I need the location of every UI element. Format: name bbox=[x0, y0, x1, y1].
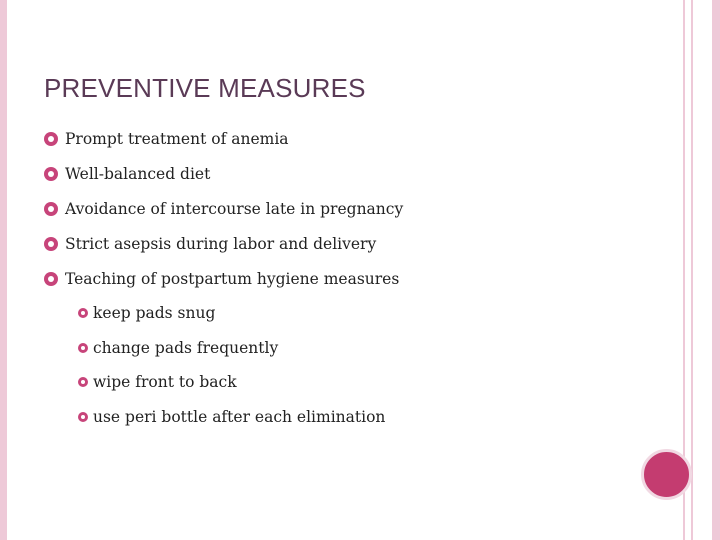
sub-bullet-text: wipe front to back bbox=[93, 373, 237, 392]
sub-bullet-item bbox=[78, 333, 385, 368]
bullet-text: Teaching of postpartum hygiene measures bbox=[65, 270, 400, 288]
sub-bullet-item bbox=[78, 367, 385, 402]
circle-bullet-icon bbox=[44, 202, 58, 216]
circle-bullet-icon bbox=[44, 132, 58, 146]
bullet-item bbox=[44, 264, 403, 299]
circle-bullet-icon bbox=[44, 237, 58, 251]
sub-bullet-text: change pads frequently bbox=[93, 338, 279, 357]
left-border-decoration bbox=[0, 0, 7, 540]
bullet-item bbox=[44, 229, 403, 264]
circle-bullet-icon bbox=[44, 272, 58, 286]
circle-bullet-icon bbox=[78, 343, 88, 353]
circle-bullet-icon bbox=[78, 308, 88, 318]
sub-bullet-text: keep pads snug bbox=[93, 304, 216, 322]
bullet-item bbox=[44, 159, 403, 194]
right-border-line bbox=[691, 0, 693, 540]
sub-bullet-item bbox=[78, 402, 385, 437]
bullet-text: Strict asepsis during labor and delivery bbox=[65, 235, 377, 253]
slide-title: PREVENTIVE MEASURES bbox=[44, 73, 366, 103]
sub-bullet-item bbox=[78, 298, 385, 333]
circle-bullet-icon bbox=[78, 377, 88, 387]
circle-bullet-icon bbox=[44, 167, 58, 181]
decorative-circle-icon bbox=[641, 449, 692, 500]
bullet-item bbox=[44, 124, 403, 159]
bullet-item bbox=[44, 194, 403, 229]
bullet-list bbox=[44, 124, 403, 299]
bullet-text: Well-balanced diet bbox=[65, 165, 211, 183]
bullet-text: Prompt treatment of anemia bbox=[65, 130, 289, 148]
circle-bullet-icon bbox=[78, 412, 88, 422]
bullet-text: Avoidance of intercourse late in pregnancy bbox=[65, 200, 404, 218]
sub-bullet-text: use peri bottle after each elimination bbox=[93, 407, 386, 426]
right-border-band bbox=[712, 0, 720, 540]
sub-bullet-list bbox=[78, 298, 385, 436]
